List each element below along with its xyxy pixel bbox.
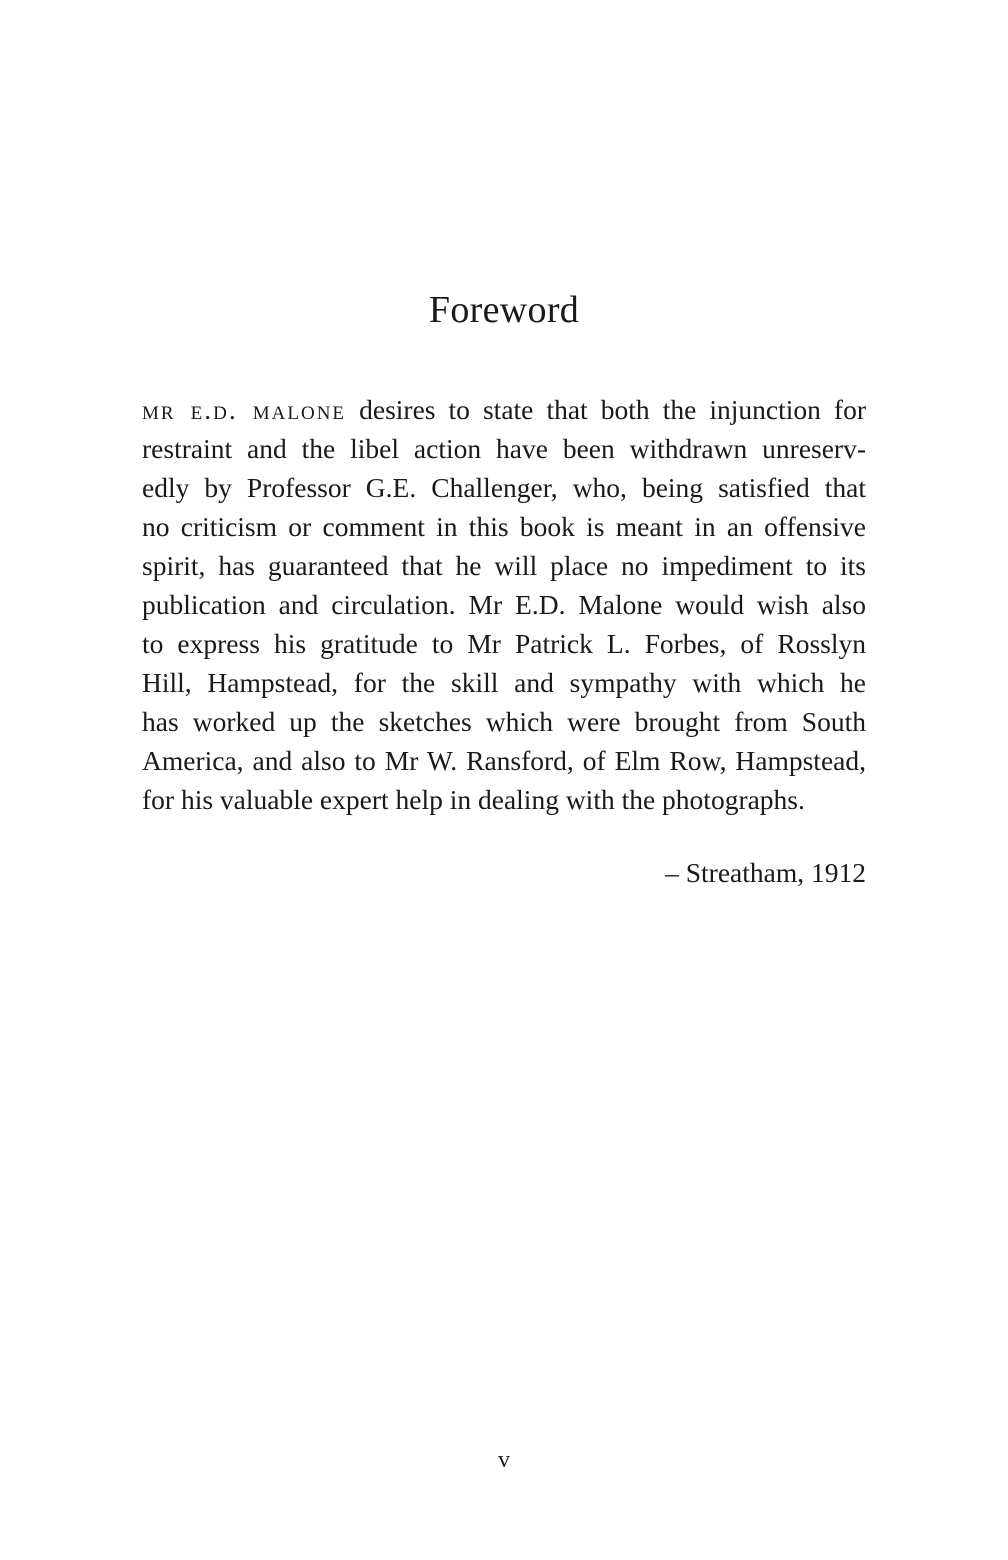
paragraph-line-5: spirit, has guaranteed that he will place no impediment to its [142, 550, 866, 581]
paragraph-line-7: to express his gratitude to Mr Patrick L. Forbes, of Rosslyn [142, 628, 866, 659]
paragraph-line-4: no criticism or comment in this book is meant in an offensive [142, 511, 866, 542]
page-number: v [498, 1447, 510, 1473]
page-title: Foreword [428, 289, 580, 331]
paragraph-line-11: for his valuable expert help in dealing with the photographs. [142, 784, 805, 815]
paragraph-line-10: America, and also to Mr W. Ransford, of Elm Row, Hampstead, [142, 745, 866, 776]
paragraph-line-6: publication and circulation. Mr E.D. Malone would wish also [142, 589, 866, 620]
foreword-paragraph [142, 390, 866, 819]
paragraph-line-8: Hill, Hampstead, for the skill and sympathy with which he [142, 667, 866, 698]
paragraph-line-9: has worked up the sketches which were brought from South [142, 706, 866, 737]
signoff-place-date: – Streatham, 1912 [665, 857, 866, 888]
paragraph-line-1 [142, 390, 866, 429]
paragraph-line-3: edly by Professor G.E. Challenger, who, being satisfied that [142, 472, 866, 503]
lead-in-smallcaps: mr e.d. malone [142, 394, 347, 425]
paragraph-line-2: restraint and the libel action have been withdrawn unreserv- [142, 433, 866, 464]
paragraph-line-1-text: desires to state that both the injunction for [346, 394, 866, 425]
